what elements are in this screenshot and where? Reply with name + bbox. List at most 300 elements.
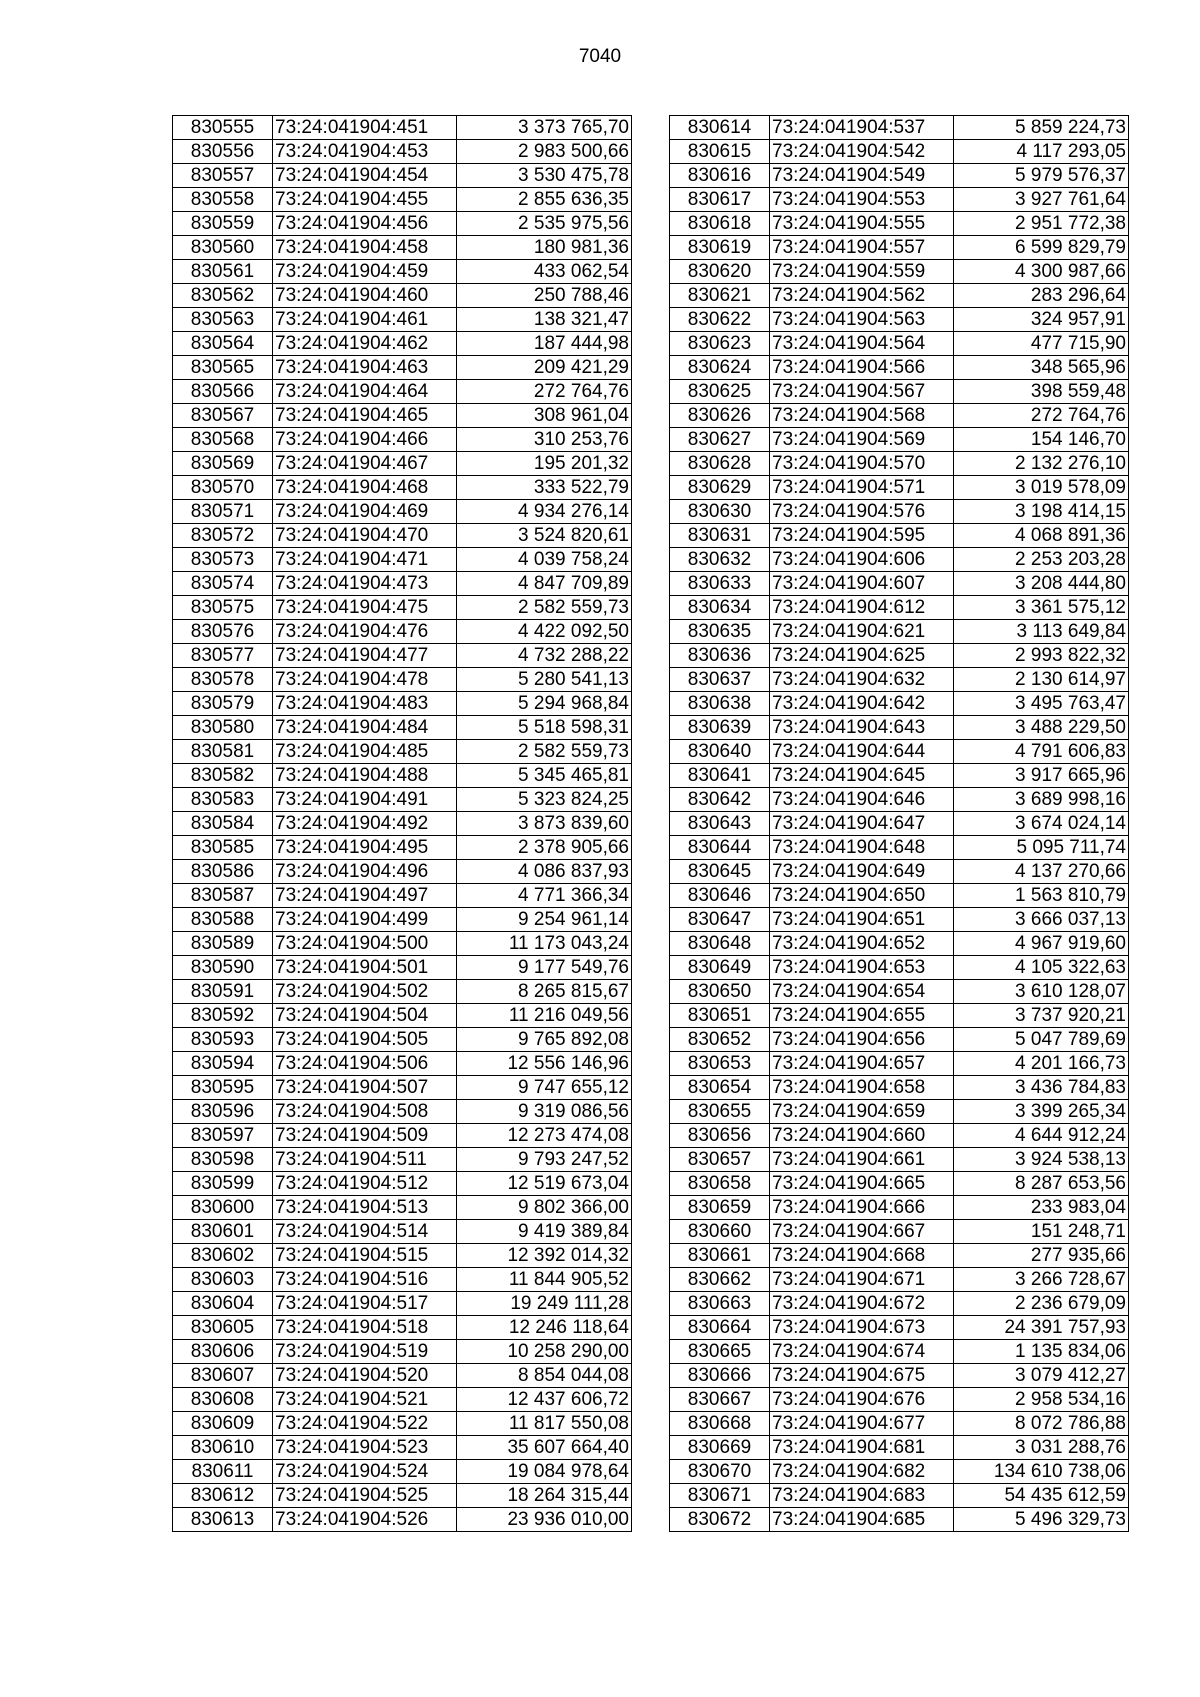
value-cell: 3 019 578,09 [954, 476, 1129, 500]
cadastral-number-cell: 73:24:041904:469 [273, 500, 457, 524]
table-row [670, 1436, 1129, 1460]
value-cell: 12 273 474,08 [457, 1124, 632, 1148]
value-cell: 2 130 614,97 [954, 668, 1129, 692]
record-number-cell: 830640 [670, 740, 770, 764]
table-row [173, 452, 632, 476]
value-cell: 3 927 761,64 [954, 188, 1129, 212]
cadastral-number-cell: 73:24:041904:475 [273, 596, 457, 620]
value-cell: 272 764,76 [457, 380, 632, 404]
page-number: 7040 [578, 46, 622, 67]
table-row [670, 500, 1129, 524]
cadastral-number-cell: 73:24:041904:495 [273, 836, 457, 860]
record-number-cell: 830671 [670, 1484, 770, 1508]
record-number-cell: 830601 [173, 1220, 273, 1244]
cadastral-number-cell: 73:24:041904:607 [770, 572, 954, 596]
table-row [670, 1292, 1129, 1316]
table-row [173, 956, 632, 980]
value-cell: 2 855 636,35 [457, 188, 632, 212]
record-number-cell: 830670 [670, 1460, 770, 1484]
value-cell: 5 345 465,81 [457, 764, 632, 788]
cadastral-number-cell: 73:24:041904:522 [273, 1412, 457, 1436]
table-row [173, 308, 632, 332]
cadastral-number-cell: 73:24:041904:517 [273, 1292, 457, 1316]
record-number-cell: 830560 [173, 236, 273, 260]
cadastral-number-cell: 73:24:041904:562 [770, 284, 954, 308]
record-number-cell: 830566 [173, 380, 273, 404]
cadastral-number-cell: 73:24:041904:672 [770, 1292, 954, 1316]
value-cell: 11 817 550,08 [457, 1412, 632, 1436]
value-cell: 4 934 276,14 [457, 500, 632, 524]
table-row [670, 644, 1129, 668]
table-row [173, 884, 632, 908]
value-cell: 3 113 649,84 [954, 620, 1129, 644]
cadastral-number-cell: 73:24:041904:673 [770, 1316, 954, 1340]
cadastral-number-cell: 73:24:041904:491 [273, 788, 457, 812]
table-row [670, 308, 1129, 332]
table-row [670, 164, 1129, 188]
value-cell: 209 421,29 [457, 356, 632, 380]
value-cell: 23 936 010,00 [457, 1508, 632, 1532]
record-number-cell: 830570 [173, 476, 273, 500]
value-cell: 8 854 044,08 [457, 1364, 632, 1388]
cadastral-number-cell: 73:24:041904:674 [770, 1340, 954, 1364]
table-row [670, 1196, 1129, 1220]
record-number-cell: 830617 [670, 188, 770, 212]
table-row [173, 740, 632, 764]
record-number-cell: 830564 [173, 332, 273, 356]
cadastral-number-cell: 73:24:041904:555 [770, 212, 954, 236]
cadastral-number-cell: 73:24:041904:671 [770, 1268, 954, 1292]
table-row [173, 1268, 632, 1292]
value-cell: 151 248,71 [954, 1220, 1129, 1244]
table-row [173, 428, 632, 452]
value-cell: 2 582 559,73 [457, 740, 632, 764]
cadastral-number-cell: 73:24:041904:549 [770, 164, 954, 188]
record-number-cell: 830641 [670, 764, 770, 788]
cadastral-number-cell: 73:24:041904:462 [273, 332, 457, 356]
table-row [670, 884, 1129, 908]
record-number-cell: 830650 [670, 980, 770, 1004]
value-cell: 138 321,47 [457, 308, 632, 332]
record-number-cell: 830579 [173, 692, 273, 716]
cadastral-number-cell: 73:24:041904:509 [273, 1124, 457, 1148]
value-cell: 180 981,36 [457, 236, 632, 260]
value-cell: 9 319 086,56 [457, 1100, 632, 1124]
table-row [173, 1340, 632, 1364]
cadastral-number-cell: 73:24:041904:542 [770, 140, 954, 164]
record-number-cell: 830637 [670, 668, 770, 692]
record-number-cell: 830607 [173, 1364, 273, 1388]
cadastral-number-cell: 73:24:041904:656 [770, 1028, 954, 1052]
cadastral-number-cell: 73:24:041904:563 [770, 308, 954, 332]
record-number-cell: 830614 [670, 116, 770, 140]
cadastral-number-cell: 73:24:041904:612 [770, 596, 954, 620]
cadastral-number-cell: 73:24:041904:683 [770, 1484, 954, 1508]
data-table-right [669, 115, 1129, 1532]
table-row [173, 1028, 632, 1052]
record-number-cell: 830572 [173, 524, 273, 548]
table-row [173, 716, 632, 740]
value-cell: 5 323 824,25 [457, 788, 632, 812]
value-cell: 8 072 786,88 [954, 1412, 1129, 1436]
cadastral-number-cell: 73:24:041904:650 [770, 884, 954, 908]
record-number-cell: 830625 [670, 380, 770, 404]
cadastral-number-cell: 73:24:041904:643 [770, 716, 954, 740]
cadastral-number-cell: 73:24:041904:520 [273, 1364, 457, 1388]
value-cell: 2 236 679,09 [954, 1292, 1129, 1316]
record-number-cell: 830609 [173, 1412, 273, 1436]
cadastral-number-cell: 73:24:041904:537 [770, 116, 954, 140]
value-cell: 477 715,90 [954, 332, 1129, 356]
cadastral-number-cell: 73:24:041904:526 [273, 1508, 457, 1532]
table-row [173, 1220, 632, 1244]
cadastral-number-cell: 73:24:041904:524 [273, 1460, 457, 1484]
value-cell: 272 764,76 [954, 404, 1129, 428]
table-row [173, 476, 632, 500]
record-number-cell: 830576 [173, 620, 273, 644]
record-number-cell: 830662 [670, 1268, 770, 1292]
cadastral-number-cell: 73:24:041904:504 [273, 1004, 457, 1028]
value-cell: 250 788,46 [457, 284, 632, 308]
value-cell: 18 264 315,44 [457, 1484, 632, 1508]
value-cell: 4 086 837,93 [457, 860, 632, 884]
cadastral-number-cell: 73:24:041904:465 [273, 404, 457, 428]
record-number-cell: 830577 [173, 644, 273, 668]
value-cell: 4 847 709,89 [457, 572, 632, 596]
cadastral-number-cell: 73:24:041904:647 [770, 812, 954, 836]
cadastral-number-cell: 73:24:041904:566 [770, 356, 954, 380]
table-row [670, 788, 1129, 812]
cadastral-number-cell: 73:24:041904:570 [770, 452, 954, 476]
cadastral-number-cell: 73:24:041904:567 [770, 380, 954, 404]
record-number-cell: 830627 [670, 428, 770, 452]
value-cell: 5 979 576,37 [954, 164, 1129, 188]
table-row [173, 908, 632, 932]
cadastral-number-cell: 73:24:041904:451 [273, 116, 457, 140]
record-number-cell: 830649 [670, 956, 770, 980]
table-row [173, 356, 632, 380]
record-number-cell: 830583 [173, 788, 273, 812]
cadastral-number-cell: 73:24:041904:477 [273, 644, 457, 668]
record-number-cell: 830664 [670, 1316, 770, 1340]
table-row [173, 1244, 632, 1268]
value-cell: 8 265 815,67 [457, 980, 632, 1004]
record-number-cell: 830578 [173, 668, 273, 692]
cadastral-number-cell: 73:24:041904:595 [770, 524, 954, 548]
table-row [173, 500, 632, 524]
cadastral-number-cell: 73:24:041904:667 [770, 1220, 954, 1244]
cadastral-number-cell: 73:24:041904:644 [770, 740, 954, 764]
value-cell: 12 392 014,32 [457, 1244, 632, 1268]
table-row [670, 1460, 1129, 1484]
record-number-cell: 830634 [670, 596, 770, 620]
record-number-cell: 830661 [670, 1244, 770, 1268]
value-cell: 9 254 961,14 [457, 908, 632, 932]
cadastral-number-cell: 73:24:041904:564 [770, 332, 954, 356]
record-number-cell: 830600 [173, 1196, 273, 1220]
record-number-cell: 830605 [173, 1316, 273, 1340]
record-number-cell: 830563 [173, 308, 273, 332]
value-cell: 4 791 606,83 [954, 740, 1129, 764]
value-cell: 134 610 738,06 [954, 1460, 1129, 1484]
table-row [670, 812, 1129, 836]
record-number-cell: 830582 [173, 764, 273, 788]
cadastral-number-cell: 73:24:041904:675 [770, 1364, 954, 1388]
record-number-cell: 830604 [173, 1292, 273, 1316]
cadastral-number-cell: 73:24:041904:606 [770, 548, 954, 572]
cadastral-number-cell: 73:24:041904:645 [770, 764, 954, 788]
table-row [670, 1028, 1129, 1052]
value-cell: 35 607 664,40 [457, 1436, 632, 1460]
cadastral-number-cell: 73:24:041904:492 [273, 812, 457, 836]
record-number-cell: 830613 [173, 1508, 273, 1532]
cadastral-number-cell: 73:24:041904:502 [273, 980, 457, 1004]
value-cell: 3 495 763,47 [954, 692, 1129, 716]
table-row [173, 1052, 632, 1076]
cadastral-number-cell: 73:24:041904:484 [273, 716, 457, 740]
cadastral-number-cell: 73:24:041904:506 [273, 1052, 457, 1076]
cadastral-number-cell: 73:24:041904:625 [770, 644, 954, 668]
cadastral-number-cell: 73:24:041904:485 [273, 740, 457, 764]
cadastral-number-cell: 73:24:041904:682 [770, 1460, 954, 1484]
value-cell: 3 689 998,16 [954, 788, 1129, 812]
table-row [670, 380, 1129, 404]
table-row [670, 1172, 1129, 1196]
table-row [173, 932, 632, 956]
value-cell: 11 216 049,56 [457, 1004, 632, 1028]
cadastral-number-cell: 73:24:041904:642 [770, 692, 954, 716]
cadastral-number-cell: 73:24:041904:453 [273, 140, 457, 164]
record-number-cell: 830581 [173, 740, 273, 764]
cadastral-number-cell: 73:24:041904:478 [273, 668, 457, 692]
value-cell: 12 519 673,04 [457, 1172, 632, 1196]
table-row [173, 644, 632, 668]
cadastral-number-cell: 73:24:041904:621 [770, 620, 954, 644]
value-cell: 9 177 549,76 [457, 956, 632, 980]
record-number-cell: 830567 [173, 404, 273, 428]
value-cell: 3 917 665,96 [954, 764, 1129, 788]
table-row [173, 1388, 632, 1412]
cadastral-number-cell: 73:24:041904:471 [273, 548, 457, 572]
value-cell: 11 173 043,24 [457, 932, 632, 956]
record-number-cell: 830571 [173, 500, 273, 524]
record-number-cell: 830584 [173, 812, 273, 836]
table-row [670, 716, 1129, 740]
cadastral-number-cell: 73:24:041904:460 [273, 284, 457, 308]
value-cell: 12 437 606,72 [457, 1388, 632, 1412]
table-row [173, 1364, 632, 1388]
value-cell: 3 737 920,21 [954, 1004, 1129, 1028]
record-number-cell: 830612 [173, 1484, 273, 1508]
table-row [173, 980, 632, 1004]
table-row [670, 476, 1129, 500]
value-cell: 308 961,04 [457, 404, 632, 428]
value-cell: 2 993 822,32 [954, 644, 1129, 668]
table-row [173, 596, 632, 620]
value-cell: 2 983 500,66 [457, 140, 632, 164]
value-cell: 3 266 728,67 [954, 1268, 1129, 1292]
value-cell: 3 488 229,50 [954, 716, 1129, 740]
record-number-cell: 830645 [670, 860, 770, 884]
cadastral-number-cell: 73:24:041904:654 [770, 980, 954, 1004]
table-row [670, 1124, 1129, 1148]
record-number-cell: 830669 [670, 1436, 770, 1460]
table-row [173, 1436, 632, 1460]
record-number-cell: 830556 [173, 140, 273, 164]
record-number-cell: 830565 [173, 356, 273, 380]
record-number-cell: 830620 [670, 260, 770, 284]
value-cell: 3 373 765,70 [457, 116, 632, 140]
table-row [670, 908, 1129, 932]
record-number-cell: 830638 [670, 692, 770, 716]
value-cell: 4 422 092,50 [457, 620, 632, 644]
record-number-cell: 830663 [670, 1292, 770, 1316]
cadastral-number-cell: 73:24:041904:655 [770, 1004, 954, 1028]
value-cell: 54 435 612,59 [954, 1484, 1129, 1508]
table-row [173, 1004, 632, 1028]
table-row [670, 1052, 1129, 1076]
cadastral-number-cell: 73:24:041904:513 [273, 1196, 457, 1220]
record-number-cell: 830610 [173, 1436, 273, 1460]
cadastral-number-cell: 73:24:041904:658 [770, 1076, 954, 1100]
table-row [670, 524, 1129, 548]
cadastral-number-cell: 73:24:041904:499 [273, 908, 457, 932]
table-row [670, 1148, 1129, 1172]
table-row [670, 572, 1129, 596]
cadastral-number-cell: 73:24:041904:501 [273, 956, 457, 980]
value-cell: 19 249 111,28 [457, 1292, 632, 1316]
record-number-cell: 830591 [173, 980, 273, 1004]
table-row [670, 1100, 1129, 1124]
table-row [173, 1172, 632, 1196]
cadastral-number-cell: 73:24:041904:651 [770, 908, 954, 932]
record-number-cell: 830626 [670, 404, 770, 428]
cadastral-number-cell: 73:24:041904:681 [770, 1436, 954, 1460]
cadastral-number-cell: 73:24:041904:521 [273, 1388, 457, 1412]
cadastral-number-cell: 73:24:041904:648 [770, 836, 954, 860]
record-number-cell: 830568 [173, 428, 273, 452]
cadastral-number-cell: 73:24:041904:456 [273, 212, 457, 236]
table-row [173, 1460, 632, 1484]
table-row [173, 284, 632, 308]
record-number-cell: 830653 [670, 1052, 770, 1076]
record-number-cell: 830590 [173, 956, 273, 980]
cadastral-number-cell: 73:24:041904:514 [273, 1220, 457, 1244]
value-cell: 3 436 784,83 [954, 1076, 1129, 1100]
table-row [173, 188, 632, 212]
value-cell: 24 391 757,93 [954, 1316, 1129, 1340]
record-number-cell: 830621 [670, 284, 770, 308]
record-number-cell: 830651 [670, 1004, 770, 1028]
table-row [670, 548, 1129, 572]
value-cell: 3 674 024,14 [954, 812, 1129, 836]
cadastral-number-cell: 73:24:041904:516 [273, 1268, 457, 1292]
cadastral-number-cell: 73:24:041904:571 [770, 476, 954, 500]
table-row [670, 188, 1129, 212]
record-number-cell: 830589 [173, 932, 273, 956]
cadastral-number-cell: 73:24:041904:569 [770, 428, 954, 452]
value-cell: 3 530 475,78 [457, 164, 632, 188]
cadastral-number-cell: 73:24:041904:515 [273, 1244, 457, 1268]
table-row [173, 140, 632, 164]
value-cell: 3 399 265,34 [954, 1100, 1129, 1124]
table-row [670, 212, 1129, 236]
record-number-cell: 830586 [173, 860, 273, 884]
record-number-cell: 830585 [173, 836, 273, 860]
cadastral-number-cell: 73:24:041904:512 [273, 1172, 457, 1196]
table-row [670, 620, 1129, 644]
table-row [670, 1004, 1129, 1028]
table-row [670, 1220, 1129, 1244]
record-number-cell: 830659 [670, 1196, 770, 1220]
table-row [670, 596, 1129, 620]
cadastral-number-cell: 73:24:041904:685 [770, 1508, 954, 1532]
record-number-cell: 830559 [173, 212, 273, 236]
record-number-cell: 830654 [670, 1076, 770, 1100]
table-row [670, 260, 1129, 284]
value-cell: 5 859 224,73 [954, 116, 1129, 140]
table-row [173, 692, 632, 716]
table-row [173, 788, 632, 812]
value-cell: 277 935,66 [954, 1244, 1129, 1268]
record-number-cell: 830587 [173, 884, 273, 908]
table-row [670, 1364, 1129, 1388]
cadastral-number-cell: 73:24:041904:677 [770, 1412, 954, 1436]
value-cell: 4 771 366,34 [457, 884, 632, 908]
record-number-cell: 830636 [670, 644, 770, 668]
cadastral-number-cell: 73:24:041904:559 [770, 260, 954, 284]
table-row [173, 572, 632, 596]
record-number-cell: 830639 [670, 716, 770, 740]
table-row [670, 1484, 1129, 1508]
record-number-cell: 830573 [173, 548, 273, 572]
value-cell: 2 253 203,28 [954, 548, 1129, 572]
table-row [670, 1316, 1129, 1340]
cadastral-number-cell: 73:24:041904:458 [273, 236, 457, 260]
record-number-cell: 830628 [670, 452, 770, 476]
record-number-cell: 830557 [173, 164, 273, 188]
cadastral-number-cell: 73:24:041904:632 [770, 668, 954, 692]
value-cell: 4 137 270,66 [954, 860, 1129, 884]
cadastral-number-cell: 73:24:041904:507 [273, 1076, 457, 1100]
table-row [670, 740, 1129, 764]
value-cell: 1 563 810,79 [954, 884, 1129, 908]
record-number-cell: 830606 [173, 1340, 273, 1364]
record-number-cell: 830595 [173, 1076, 273, 1100]
value-cell: 5 518 598,31 [457, 716, 632, 740]
record-number-cell: 830657 [670, 1148, 770, 1172]
value-cell: 3 031 288,76 [954, 1436, 1129, 1460]
record-number-cell: 830622 [670, 308, 770, 332]
table-row [173, 1316, 632, 1340]
value-cell: 3 666 037,13 [954, 908, 1129, 932]
cadastral-number-cell: 73:24:041904:483 [273, 692, 457, 716]
record-number-cell: 830672 [670, 1508, 770, 1532]
cadastral-number-cell: 73:24:041904:519 [273, 1340, 457, 1364]
table-row [173, 524, 632, 548]
table-row [670, 1076, 1129, 1100]
table-row [173, 620, 632, 644]
record-number-cell: 830665 [670, 1340, 770, 1364]
cadastral-number-cell: 73:24:041904:661 [770, 1148, 954, 1172]
record-number-cell: 830569 [173, 452, 273, 476]
table-row [670, 1268, 1129, 1292]
record-number-cell: 830668 [670, 1412, 770, 1436]
record-number-cell: 830666 [670, 1364, 770, 1388]
table-row [173, 860, 632, 884]
record-number-cell: 830646 [670, 884, 770, 908]
cadastral-number-cell: 73:24:041904:468 [273, 476, 457, 500]
